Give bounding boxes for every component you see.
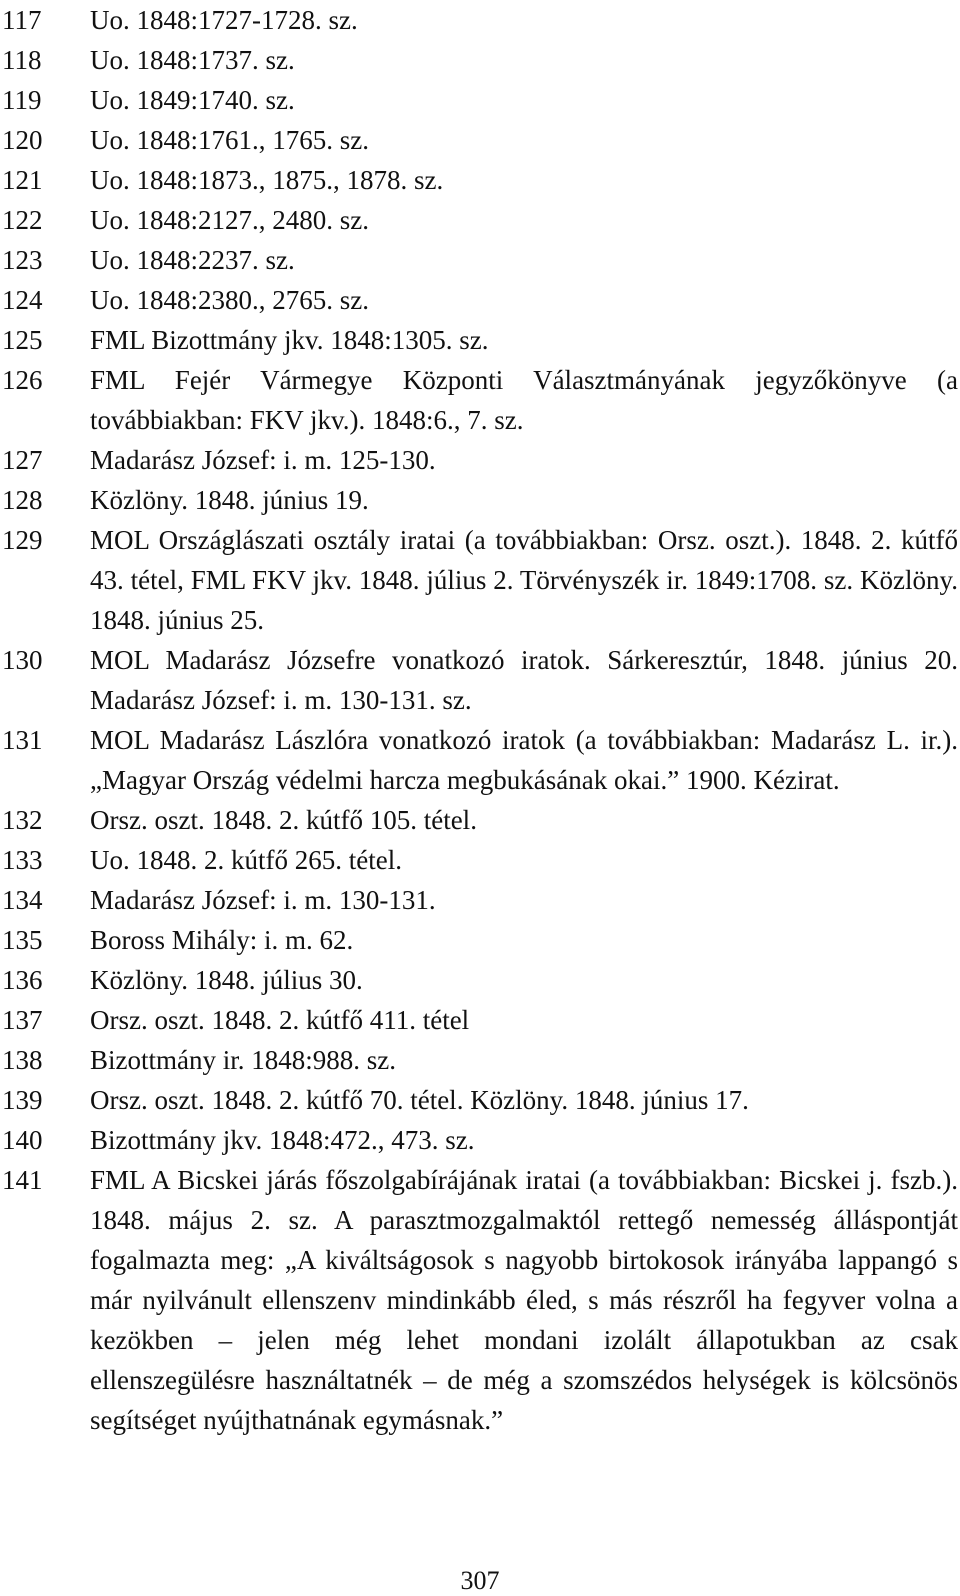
footnote-number: 120 (2, 125, 43, 155)
footnote (0, 480, 958, 520)
footnote-text: Uo. 1848:1761., 1765. sz. (90, 125, 369, 155)
footnote-text: Orsz. oszt. 1848. 2. kútfő 70. tétel. Közlöny. 1848. június 17. (90, 1085, 749, 1115)
footnote-text: Bizottmány jkv. 1848:472., 473. sz. (90, 1125, 475, 1155)
footnote (0, 360, 958, 440)
footnote-number: 125 (2, 325, 43, 355)
footnote-number: 133 (2, 845, 43, 875)
footnote-text: Uo. 1848:1737. sz. (90, 45, 295, 75)
footnote-text: Orsz. oszt. 1848. 2. kútfő 411. tétel (90, 1005, 470, 1035)
footnote-text: Uo. 1849:1740. sz. (90, 85, 295, 115)
footnote-number: 139 (2, 1085, 43, 1115)
footnote (0, 200, 958, 240)
footnote-number: 117 (2, 5, 42, 35)
page-number: 307 (460, 1566, 500, 1595)
footnote-text: Boross Mihály: i. m. 62. (90, 925, 354, 955)
footnote-text: Bizottmány ir. 1848:988. sz. (90, 1045, 396, 1075)
footnote-number: 121 (2, 165, 43, 195)
footnote-text: Uo. 1848:1727-1728. sz. (90, 5, 358, 35)
footnote (0, 1120, 958, 1160)
footnote-text: Madarász József: i. m. 130-131. (90, 885, 436, 915)
footnote (0, 120, 958, 160)
footnote-number: 136 (2, 965, 43, 995)
footnote (0, 40, 958, 80)
footnote (0, 1000, 958, 1040)
footnote-text: MOL Madarász Lászlóra vonatkozó iratok (a továbbiakban: Madarász L. ir.). „Magyar Ország védelmi harcza megbukásának okai.” 1900. Kézirat. (90, 725, 958, 795)
footnote (0, 800, 958, 840)
footnote-text: Madarász József: i. m. 125-130. (90, 445, 436, 475)
footnote-number: 123 (2, 245, 43, 275)
footnote-text: Uo. 1848:2237. sz. (90, 245, 295, 275)
footnote-number: 135 (2, 925, 43, 955)
footnote (0, 1160, 958, 1440)
footnote (0, 280, 958, 320)
footnote-text: Uo. 1848:2127., 2480. sz. (90, 205, 369, 235)
footnote-number: 138 (2, 1045, 43, 1075)
footnote-text: Uo. 1848:1873., 1875., 1878. sz. (90, 165, 444, 195)
footnote-text: Uo. 1848:2380., 2765. sz. (90, 285, 369, 315)
footnote (0, 840, 958, 880)
footnote-text: Orsz. oszt. 1848. 2. kútfő 105. tétel. (90, 805, 477, 835)
footnote-number: 131 (2, 725, 43, 755)
footnote (0, 1040, 958, 1080)
footnote-number: 140 (2, 1125, 43, 1155)
footnote-text: FML Fejér Vármegye Központi Választmányának jegyzőkönyve (a továbbiakban: FKV jkv.). 1848:6., 7. sz. (90, 365, 958, 435)
footnote (0, 640, 958, 720)
footnote (0, 160, 958, 200)
footnote (0, 920, 958, 960)
footnote (0, 880, 958, 920)
footnote (0, 720, 958, 800)
footnote-text: MOL Madarász Józsefre vonatkozó iratok. Sárkeresztúr, 1848. június 20. Madarász József: i. m. 130-131. sz. (90, 645, 958, 715)
footnote (0, 80, 958, 120)
footnote (0, 0, 958, 40)
footnote-text: MOL Országlászati osztály iratai (a továbbiakban: Orsz. oszt.). 1848. 2. kútfő 43. tétel, FML FKV jkv. 1848. július 2. Törvényszék ir. 1849:1708. sz. Közlöny. 1848. június 25. (90, 525, 958, 635)
footnote-number: 132 (2, 805, 43, 835)
footnote-number: 141 (2, 1165, 43, 1195)
footnote-number: 118 (2, 45, 42, 75)
footnote-text: FML Bizottmány jkv. 1848:1305. sz. (90, 325, 489, 355)
footnote (0, 320, 958, 360)
footnote (0, 440, 958, 480)
footnote-number: 130 (2, 645, 43, 675)
footnote (0, 240, 958, 280)
footnote-text: Közlöny. 1848. július 30. (90, 965, 363, 995)
footnote-number: 137 (2, 1005, 43, 1035)
footnote-number: 122 (2, 205, 43, 235)
footnote-number: 128 (2, 485, 43, 515)
footnote (0, 960, 958, 1000)
footnote-number: 127 (2, 445, 43, 475)
footnote-text: Uo. 1848. 2. kútfő 265. tétel. (90, 845, 402, 875)
footnote-text: FML A Bicskei járás főszolgabírájának iratai (a továbbiakban: Bicskei j. fszb.). 1848. május 2. sz. A parasztmozgalmaktól rettegő nemesség álláspontját fogalmazta meg: „A kiváltságosok s nagyobb birtokosok irányába lappangó s már nyilvánult ellenszenv mindinkább éled, s más részről ha fegyver volna a kezökben – jelen még lehet mondani izolált állapotukban az csak ellenszegülésre használtatnék – de még a szomszédos helységek is kölcsönös segítséget nyújthatnának egymásnak.” (90, 1165, 958, 1435)
footnote-text: Közlöny. 1848. június 19. (90, 485, 369, 515)
footnote (0, 1080, 958, 1120)
footnote-number: 124 (2, 285, 43, 315)
footnote-number: 129 (2, 525, 43, 555)
footnote-number: 126 (2, 365, 43, 395)
footnote (0, 520, 958, 640)
footnote-number: 119 (2, 85, 42, 115)
footnote-number: 134 (2, 885, 43, 915)
